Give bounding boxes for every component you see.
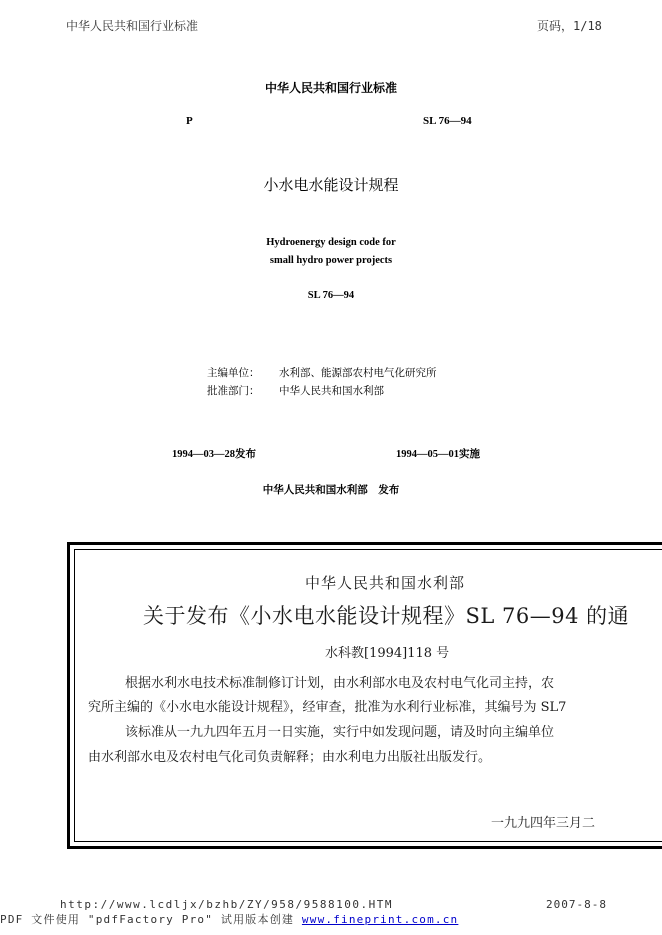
- standard-code-top: SL 76—94: [423, 115, 472, 127]
- footer-pdf-text: PDF 文件使用 "pdfFactory Pro" 试用版本创建: [0, 913, 302, 926]
- document-title-english-line1: Hydroenergy design code for: [266, 237, 396, 248]
- notice-frame: [74, 549, 662, 842]
- notice-line: 究所主编的《小水电水能设计规程》，经审查，批准为水利行业标准，其编号为 SL7: [88, 700, 567, 715]
- document-title-english-line2: small hydro power projects: [269, 255, 393, 266]
- publisher-line: 中华人民共和国水利部 发布: [262, 484, 400, 496]
- page-number: 页码，1/18: [537, 19, 602, 33]
- page-header-title: 中华人民共和国行业标准: [66, 19, 199, 33]
- standard-code: SL 76—94: [307, 290, 355, 301]
- classification-code: P: [186, 115, 193, 127]
- approver-value: 中华人民共和国水利部: [279, 385, 384, 397]
- footer-url: http://www.lcdljx/bzhb/ZY/958/9588100.HTM: [60, 898, 394, 911]
- notice-date: 一九九四年三月二: [491, 816, 596, 831]
- notice-image: [67, 542, 662, 849]
- notice-title: 关于发布《小水电水能设计规程》SL 76—94 的通: [143, 604, 630, 628]
- notice-line: 该标准从一九九四年五月一日实施，实行中如发现问题，请及时向主编单位: [125, 725, 555, 740]
- footer-date: 2007-8-8: [546, 898, 607, 911]
- issue-date: 1994—03—28发布: [172, 449, 256, 460]
- editor-label: 主编单位：: [207, 367, 260, 379]
- document-title-chinese: 小水电水能设计规程: [263, 176, 399, 194]
- implementation-date: 1994—05—01实施: [396, 449, 480, 460]
- approver-label: 批准部门：: [207, 385, 260, 397]
- editor-value: 水利部、能源部农村电气化研究所: [279, 367, 437, 379]
- notice-ministry: 中华人民共和国水利部: [305, 574, 466, 592]
- fineprint-link[interactable]: www.fineprint.com.cn: [301, 913, 459, 926]
- notice-doc-number: 水科教[1994]118 号: [325, 646, 450, 661]
- notice-line: 根据水利水电技术标准制修订计划，由水利部水电及农村电气化司主持，农: [125, 676, 555, 691]
- footer-pdf-note: [0, 911, 458, 927]
- standard-category: 中华人民共和国行业标准: [264, 81, 397, 95]
- notice-line: 由水利部水电及农村电气化司负责解释；由水利电力出版社出版发行。: [88, 750, 492, 765]
